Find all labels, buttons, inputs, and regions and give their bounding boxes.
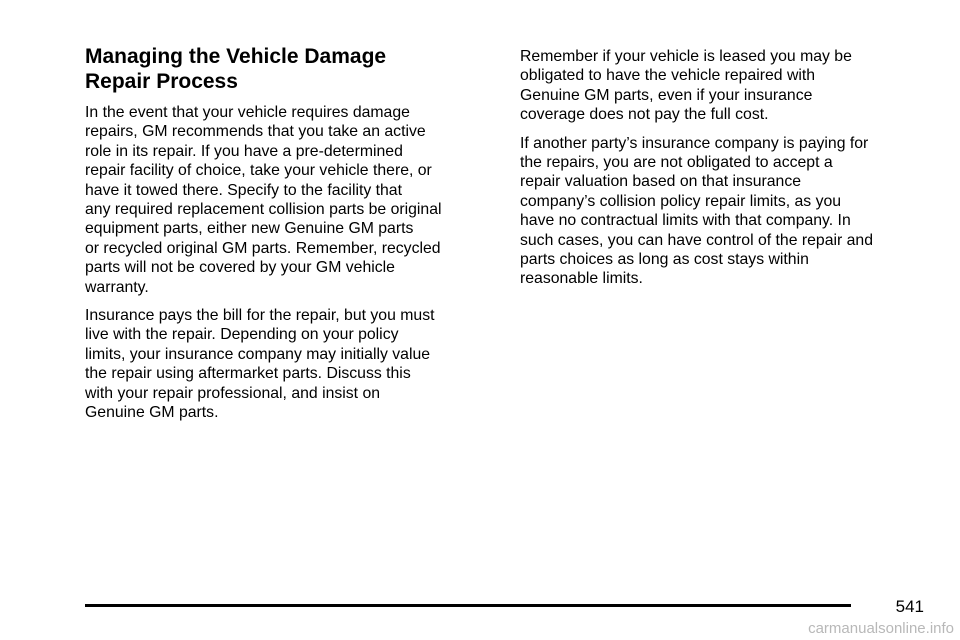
text-line: repair facility of choice, take your vehicle there, or: [85, 162, 432, 180]
text-line: the repair using aftermarket parts. Discuss this: [85, 365, 411, 383]
text-line: Remember if your vehicle is leased you may be: [520, 48, 852, 65]
text-line: the repairs, you are not obligated to accept a: [520, 154, 833, 172]
text-line: role in its repair. If you have a pre-determined: [85, 142, 403, 160]
section-heading: [85, 44, 495, 94]
text-line: coverage does not pay the full cost.: [520, 106, 769, 124]
text-line: If another party’s insurance company is paying for: [520, 134, 869, 152]
right-column: [520, 47, 930, 298]
text-line: company’s collision policy repair limits, as you: [520, 192, 842, 210]
text-line: parts will not be covered by your GM vehicle: [85, 259, 395, 277]
text-line: or recycled original GM parts. Remember, recycled: [85, 239, 441, 257]
text-line: warranty.: [85, 278, 149, 296]
text-line: with your repair professional, and insist on: [85, 384, 381, 402]
footer-rule: [85, 604, 851, 607]
heading-line: Repair Process: [85, 70, 238, 93]
text-line: Insurance pays the bill for the repair, but you must: [85, 307, 435, 325]
text-line: any required replacement collision parts be original: [85, 201, 442, 219]
paragraph: [520, 134, 930, 289]
text-line: such cases, you can have control of the repair and: [520, 231, 874, 249]
text-line: repairs, GM recommends that you take an active: [85, 123, 426, 141]
text-line: reasonable limits.: [520, 270, 643, 288]
text-line: have it towed there. Specify to the facility that: [85, 181, 402, 199]
text-line: equipment parts, either new Genuine GM parts: [85, 220, 414, 238]
text-line: In the event that your vehicle requires damage: [85, 104, 410, 121]
left-column: [85, 44, 495, 432]
text-line: have no contractual limits with that company. In: [520, 212, 851, 230]
paragraph: [85, 306, 495, 422]
text-line: live with the repair. Depending on your policy: [85, 326, 399, 344]
paragraph: [520, 47, 930, 125]
text-line: parts choices as long as cost stays within: [520, 251, 809, 269]
page-number: 541: [895, 597, 924, 616]
watermark: carmanualsonline.info: [808, 620, 954, 637]
text-line: Genuine GM parts, even if your insurance: [520, 86, 813, 104]
text-line: repair valuation based on that insurance: [520, 173, 802, 191]
text-line: limits, your insurance company may initially value: [85, 345, 431, 363]
text-line: Genuine GM parts.: [85, 404, 219, 422]
paragraph: [85, 103, 495, 297]
heading-line: Managing the Vehicle Damage: [85, 45, 387, 68]
text-line: obligated to have the vehicle repaired with: [520, 67, 816, 85]
